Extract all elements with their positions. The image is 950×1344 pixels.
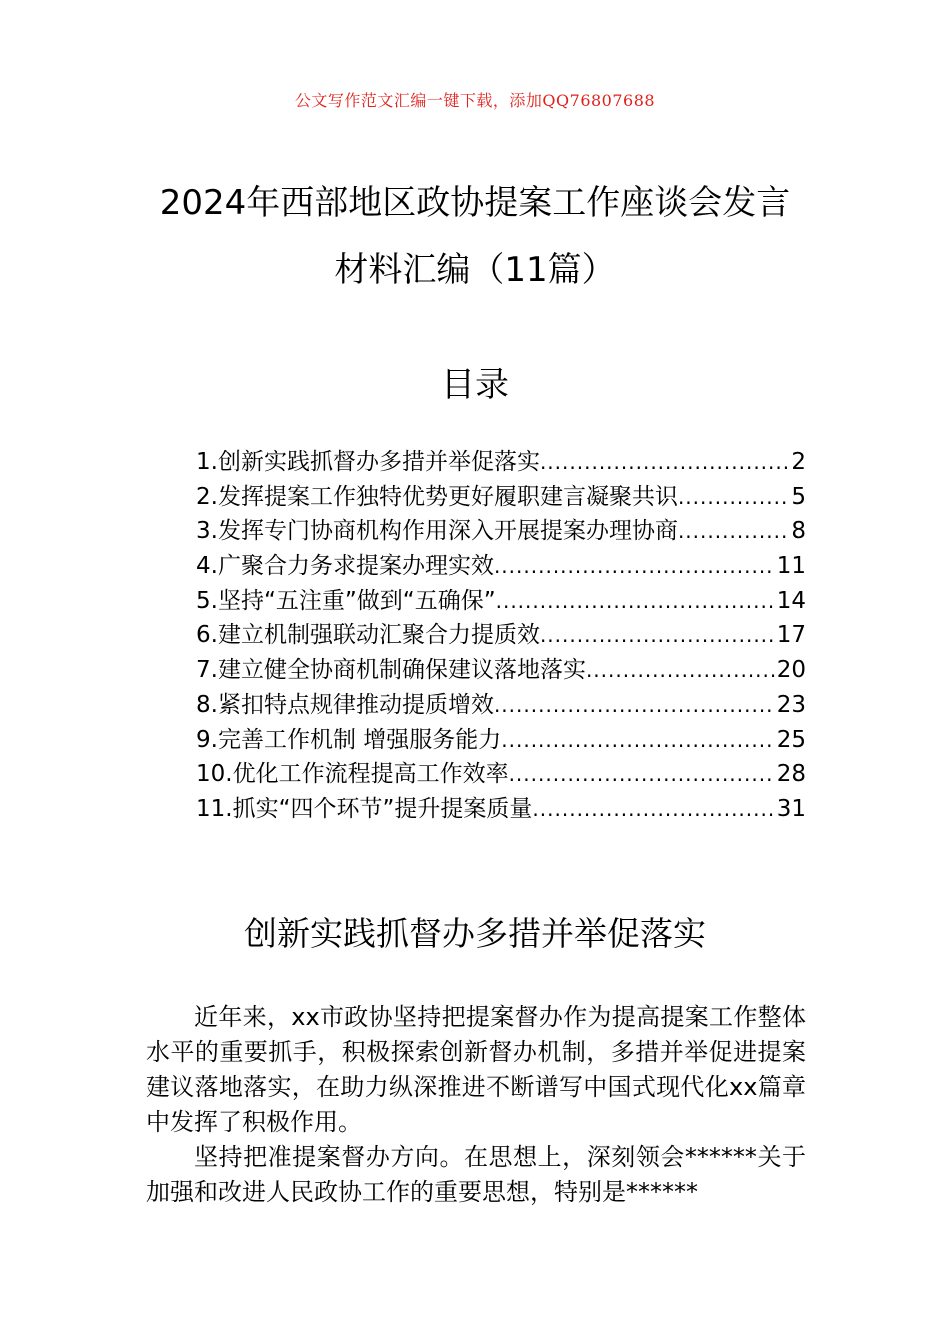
toc-leader-dots bbox=[494, 688, 775, 723]
toc-leader-dots bbox=[532, 792, 774, 827]
toc-entry-title: 5.坚持“五注重”做到“五确保” bbox=[196, 587, 496, 614]
toc-leader-dots bbox=[586, 653, 775, 688]
document-title-line2: 材料汇编（11篇） bbox=[334, 250, 616, 290]
toc-entry-page: 11 bbox=[776, 553, 806, 580]
toc-entry[interactable] bbox=[196, 723, 806, 758]
toc-entry[interactable] bbox=[196, 792, 806, 827]
toc-entry[interactable] bbox=[196, 514, 806, 549]
toc-entry[interactable] bbox=[196, 688, 806, 723]
toc-leader-dots bbox=[540, 445, 789, 480]
toc-entry-title: 4.广聚合力务求提案办理实效 bbox=[196, 553, 494, 580]
toc-entry[interactable] bbox=[196, 757, 806, 792]
toc-entry[interactable] bbox=[196, 584, 806, 619]
toc-entry-title: 1.创新实践抓督办多措并举促落实 bbox=[196, 449, 540, 475]
toc-entry-page: 8 bbox=[791, 518, 806, 545]
toc-leader-dots bbox=[509, 757, 775, 792]
toc-entry-title: 6.建立机制强联动汇聚合力提质效 bbox=[196, 622, 540, 649]
toc-leader-dots bbox=[501, 723, 774, 758]
toc-entry[interactable] bbox=[196, 653, 806, 688]
toc-entry[interactable] bbox=[196, 480, 806, 515]
toc-entry-page: 14 bbox=[776, 587, 806, 614]
body-paragraph: 坚持把准提案督办方向。在思想上，深刻领会******关于加强和改进人民政协工作的重要思想，特别是****** bbox=[146, 1143, 806, 1206]
toc-entry[interactable] bbox=[196, 618, 806, 653]
toc-entry-title: 9.完善工作机制 增强服务能力 bbox=[196, 726, 502, 753]
toc-entry[interactable] bbox=[196, 549, 806, 584]
toc-entry-page: 28 bbox=[776, 761, 806, 788]
toc-entry-page: 17 bbox=[776, 622, 806, 649]
toc-leader-dots bbox=[494, 549, 775, 584]
document-title-line1: 2024年西部地区政协提案工作座谈会发言 bbox=[159, 183, 791, 223]
toc-entry[interactable] bbox=[196, 445, 806, 480]
toc-heading: 目录 bbox=[441, 365, 509, 405]
toc-entry-title: 8.紧扣特点规律推动提质增效 bbox=[196, 691, 494, 718]
download-banner: 公文写作范文汇编一键下载，添加QQ76807688 bbox=[294, 91, 656, 110]
toc-entry-page: 5 bbox=[791, 483, 806, 510]
toc-entry-title: 3.发挥专门协商机构作用深入开展提案办理协商 bbox=[196, 518, 678, 545]
toc-entry-title: 11.抓实“四个环节”提升提案质量 bbox=[196, 795, 533, 822]
toc-leader-dots bbox=[496, 584, 775, 619]
article-title: 创新实践抓督办多措并举促落实 bbox=[244, 914, 706, 953]
toc-entry-title: 2.发挥提案工作独特优势更好履职建言凝聚共识 bbox=[196, 483, 678, 510]
body-paragraph: 近年来，xx市政协坚持把提案督办作为提高提案工作整体水平的重要抓手，积极探索创新督办机制，多措并举促进提案建议落地落实，在助力纵深推进不断谱写中国式现代化xx篇章中发挥了积极作用。 bbox=[146, 1003, 806, 1136]
toc-leader-dots bbox=[678, 480, 789, 515]
article-body bbox=[146, 1000, 806, 1210]
table-of-contents bbox=[196, 445, 806, 827]
toc-entry-page: 2 bbox=[791, 449, 806, 475]
toc-entry-title: 7.建立健全协商机制确保建议落地落实 bbox=[196, 657, 586, 684]
toc-leader-dots bbox=[678, 514, 789, 549]
toc-entry-title: 10.优化工作流程提高工作效率 bbox=[196, 761, 509, 788]
toc-entry-page: 31 bbox=[776, 795, 806, 822]
toc-entry-page: 23 bbox=[776, 691, 806, 718]
toc-entry-page: 25 bbox=[776, 726, 806, 753]
toc-entry-page: 20 bbox=[776, 657, 806, 684]
toc-leader-dots bbox=[540, 618, 775, 653]
